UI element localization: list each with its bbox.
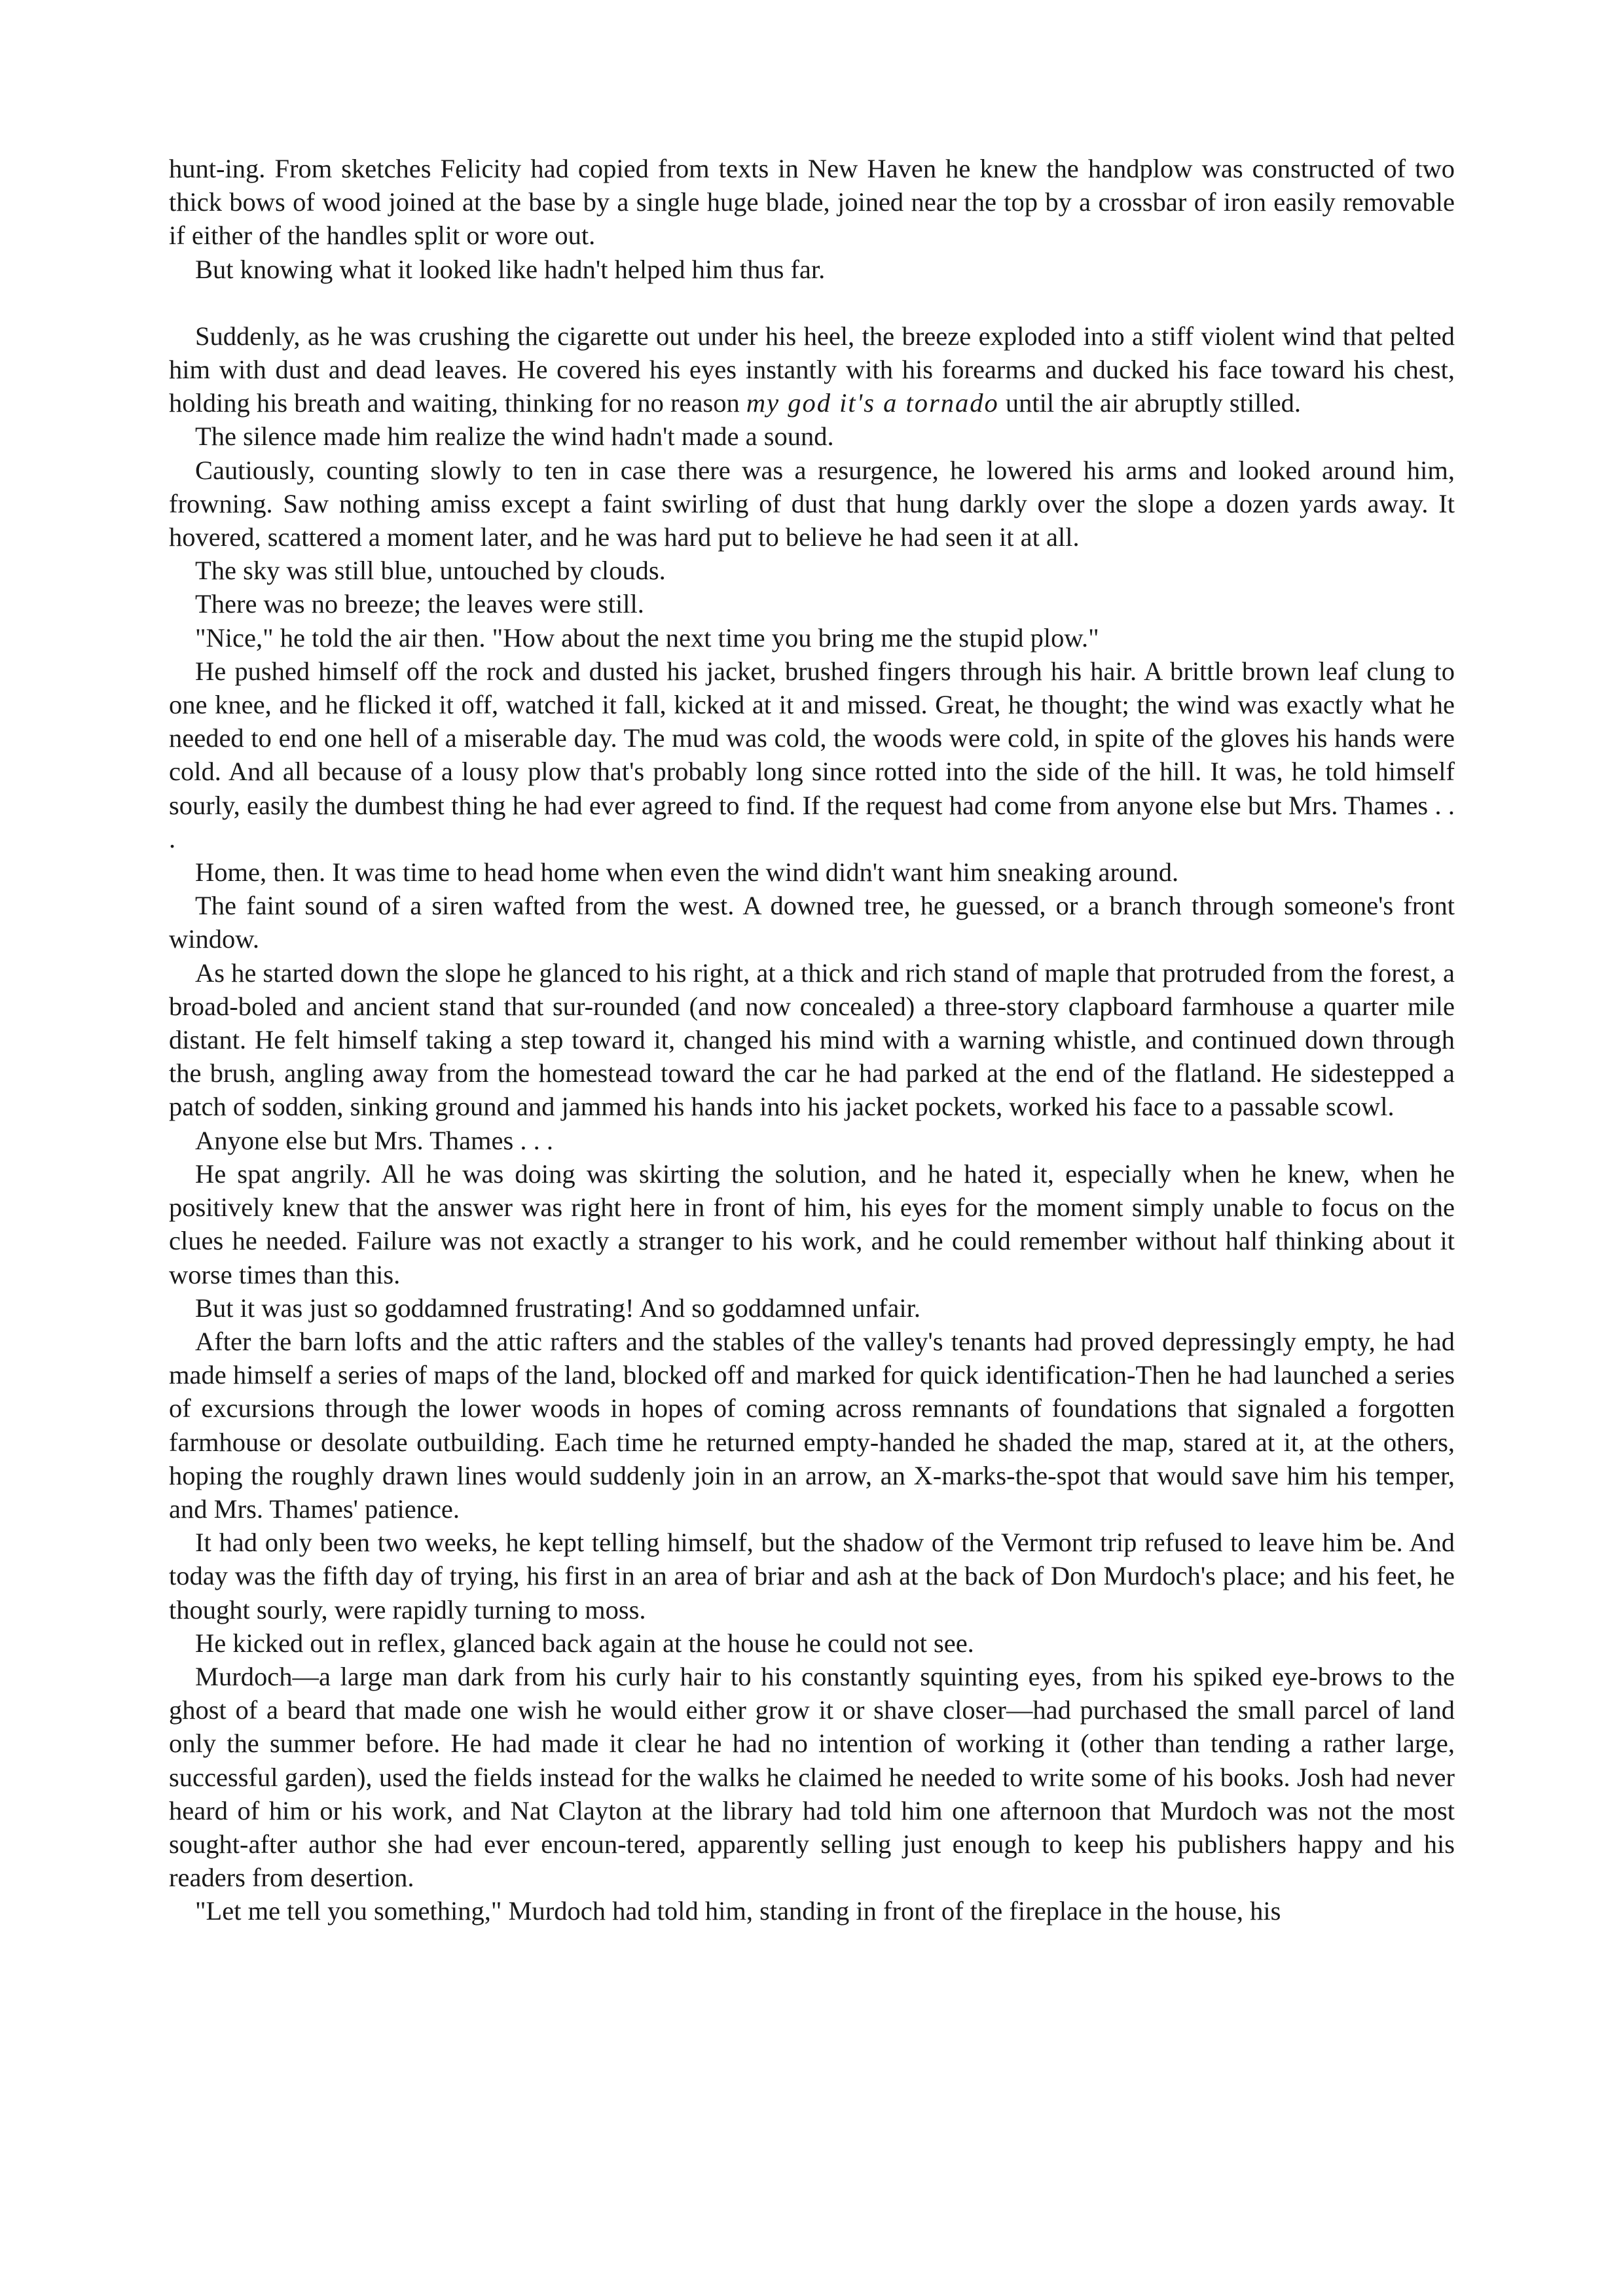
paragraph-3 xyxy=(169,319,1455,420)
paragraph-18: He kicked out in reflex, glanced back again at the house he could not see. xyxy=(195,1628,974,1658)
paragraph-14: He spat angrily. All he was doing was skirting the solution, and he hated it, especially when he knew, when he positively knew that the answer was right here in front of him, his eyes for the moment simply unable to focus on the clues he needed. Failure was not exactly a stranger to his work, and he could remember without half thinking about it worse times than this. xyxy=(169,1158,1455,1289)
page-body xyxy=(169,152,1455,1928)
paragraph-20: "Let me tell you something," Murdoch had told him, standing in front of the fireplace in the house, his xyxy=(195,1896,1281,1926)
paragraph-3-text-after: until the air abruptly stilled. xyxy=(998,388,1301,418)
paragraph-15: But it was just so goddamned frustrating! And so goddamned unfair. xyxy=(195,1293,921,1323)
paragraph-1: hunt-ing. From sketches Felicity had copied from texts in New Haven he knew the handplow was constructed of two thick bows of wood joined at the base by a single huge blade, joined near the top by a crossbar of iron easily removable if either of the handles split or wore out. xyxy=(169,154,1455,251)
paragraph-7: There was no breeze; the leaves were still. xyxy=(195,589,644,619)
paragraph-17: It had only been two weeks, he kept telling himself, but the shadow of the Vermont trip refused to leave him be. And today was the fifth day of trying, his first in an area of briar and ash at the back of Don Murdoch's place; and his feet, he thought sourly, were rapidly turning to moss. xyxy=(169,1528,1455,1624)
paragraph-12: As he started down the slope he glanced to his right, at a thick and rich stand of maple that protruded from the forest, a broad-boled and ancient stand that sur-rounded (and now concealed) a three-story clapboard farmhouse a quarter mile distant. He felt himself taking a step toward it, changed his mind with a warning whistle, and continued down through the brush, angling away from the homestead toward the car he had parked at the end of the flatland. He sidestepped a patch of sodden, sinking ground and jammed his hands into his jacket pockets, worked his face to a passable scowl. xyxy=(169,958,1455,1122)
paragraph-3-italic: my god it's a tornado xyxy=(746,388,999,418)
paragraph-10: Home, then. It was time to head home when even the wind didn't want him sneaking around. xyxy=(195,857,1179,888)
paragraph-2: But knowing what it looked like hadn't helped him thus far. xyxy=(195,254,826,284)
paragraph-11: The faint sound of a siren wafted from the west. A downed tree, he guessed, or a branch through someone's front window. xyxy=(169,891,1455,954)
paragraph-5: Cautiously, counting slowly to ten in case there was a resurgence, he lowered his arms and looked around him, frowning. Saw nothing amiss except a faint swirling of dust that hung darkly over the slope a dozen yards away. It hovered, scattered a moment later, and he was hard put to believe he had seen it at all. xyxy=(169,455,1455,552)
paragraph-6: The sky was still blue, untouched by clouds. xyxy=(195,556,666,586)
paragraph-8: "Nice," he told the air then. "How about the next time you bring me the stupid plow." xyxy=(195,622,1099,653)
paragraph-9: He pushed himself off the rock and dusted his jacket, brushed fingers through his hair. A brittle brown leaf clung to one knee, and he flicked it off, watched it fall, kicked at it and missed. Great, he thought; the wind was exactly what he needed to end one hell of a miserable day. The mud was cold, the woods were cold, in spite of the gloves his hands were cold. And all because of a lousy plow that's probably long since rotted into the side of the hill. It was, he told himself sourly, easily the dumbest thing he had ever agreed to find. If the request had come from anyone else but Mrs. Thames . . . xyxy=(169,656,1455,853)
paragraph-13: Anyone else but Mrs. Thames . . . xyxy=(195,1125,554,1155)
paragraph-3-text-before: Suddenly, as he was crushing the cigarette out under his heel, the breeze exploded into a stiff violent wind that pelted him with dust and dead leaves. He covered his eyes instantly with his forearms and ducked his face toward his chest, holding his breath and waiting, thinking for no reason xyxy=(169,321,1455,418)
paragraph-19: Murdoch—a large man dark from his curly hair to his constantly squinting eyes, from his spiked eye-brows to the ghost of a beard that made one wish he would either grow it or shave closer—had purchased the small parcel of land only the summer before. He had made it clear he had no intention of working it (other than tending a rather large, successful garden), used the fields instead for the walks he claimed he needed to write some of his books. Josh had never heard of him or his work, and Nat Clayton at the library had told him one afternoon that Murdoch was not the most sought-after author she had ever encoun-tered, apparently selling just enough to keep his publishers happy and his readers from desertion. xyxy=(169,1661,1455,1893)
paragraph-4: The silence made him realize the wind hadn't made a sound. xyxy=(195,422,834,452)
paragraph-16: After the barn lofts and the attic rafters and the stables of the valley's tenants had proved depressingly empty, he had made himself a series of maps of the land, blocked off and marked for quick identification-Then he had launched a series of excursions through the lower woods in hopes of coming across remnants of foundations that signaled a forgotten farmhouse or desolate outbuilding. Each time he returned empty-handed he shaded the map, stared at it, at the others, hoping the roughly drawn lines would suddenly join in an arrow, an X-marks-the-spot that would save him his temper, and Mrs. Thames' patience. xyxy=(169,1326,1455,1524)
